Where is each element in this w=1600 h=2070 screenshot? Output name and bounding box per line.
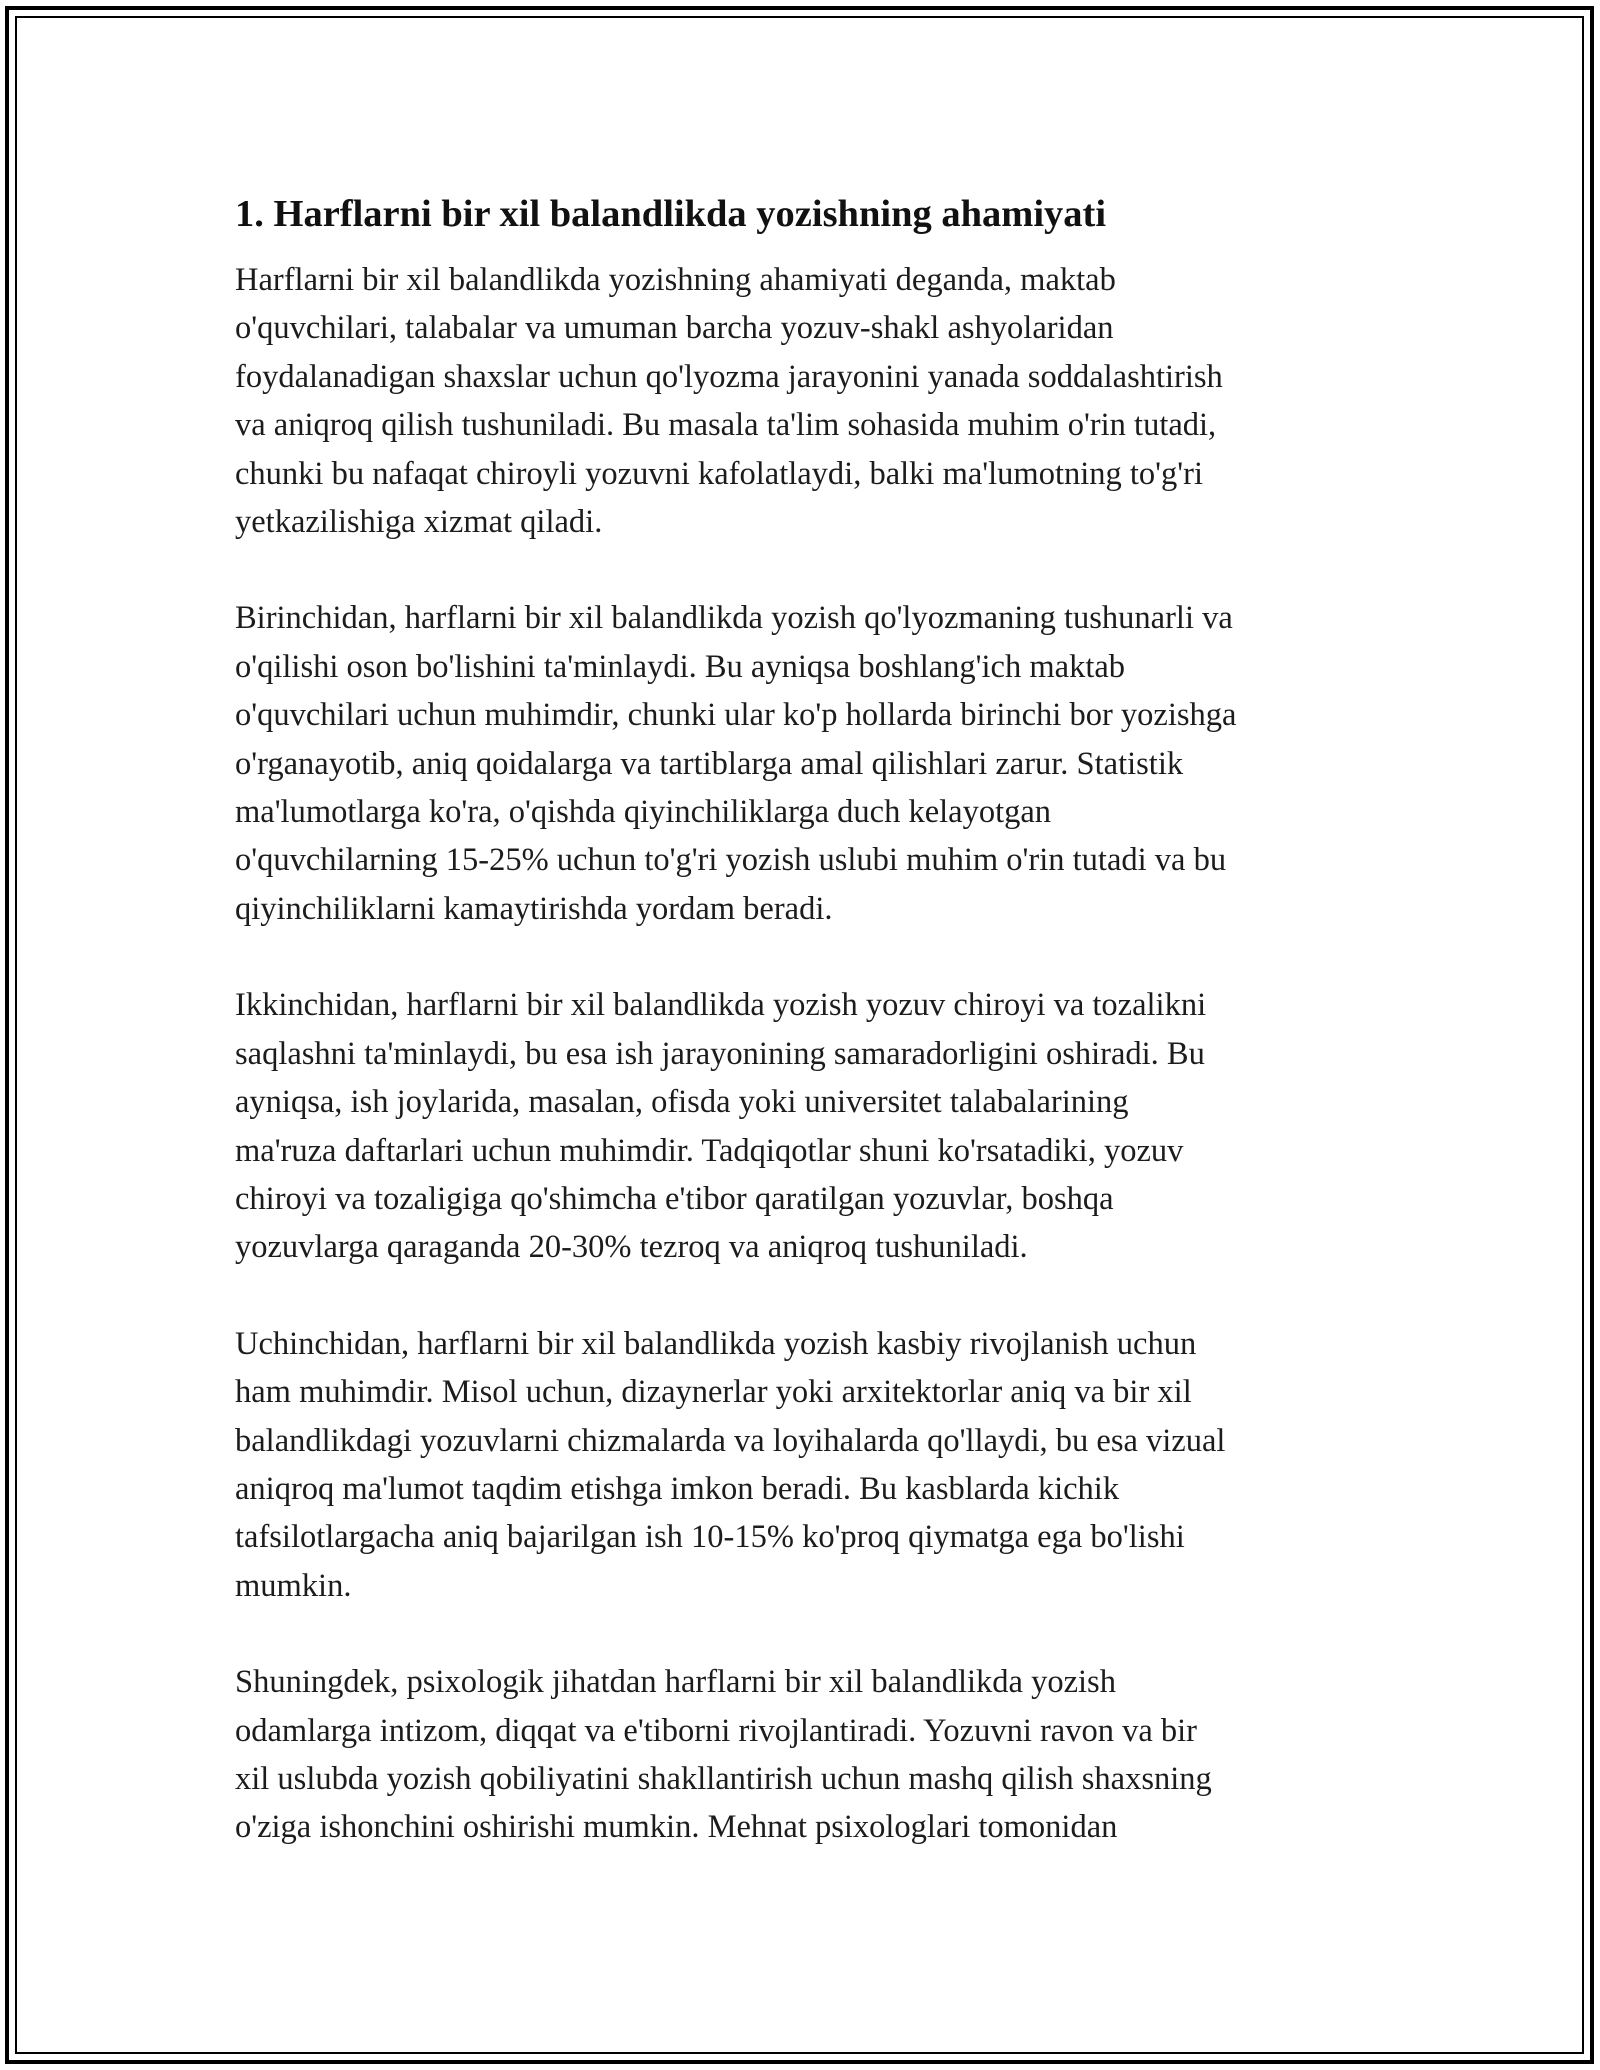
section-heading: 1. Harflarni bir xil balandlikda yozishning ahamiyati — [235, 193, 1107, 235]
paragraph-psychology: Shuningdek, psixologik jihatdan harflarni bir xil balandlikda yozish odamlarga intizom, diqqat va e'tiborni rivojlantiradi. Yozuvni ravon va bir xil uslubda yozish qobiliyatini shakllantirish uchun mashq qilish shaxsning o'ziga ishonchini oshirishi mumkin. Mehnat psixologlari tomonidan — [235, 1664, 1212, 1846]
paragraph-first-point: Birinchidan, harflarni bir xil balandlikda yozish qo'lyozmaning tushunarli va o'qilishi oson bo'lishini ta'minlaydi. Bu ayniqsa boshlang'ich maktab o'quvchilari uchun muhimdir, chunki ular ko'p hollarda birinchi bor yozishga o'rganayotib, aniq qoidalarga va tartiblarga amal qilishlari zarur. Statistik ma'lumotlarga ko'ra, o'qishda qiyinchiliklarga duch kelayotgan o'quvchilarning 15-25% uchun to'g'ri yozish uslubi muhim o'rin tutadi va bu qiyinchiliklarni kamaytirishda yordam beradi. — [235, 600, 1237, 927]
paragraph-third-point: Uchinchidan, harflarni bir xil balandlikda yozish kasbiy rivojlanish uchun ham muhimdir. Misol uchun, dizaynerlar yoki arxitektorlar aniq va bir xil balandlikdagi yozuvlarni chizmalarda va loyihalarda qo'llaydi, bu esa vizual aniqroq ma'lumot taqdim etishga imkon beradi. Bu kasblarda kichik tafsilotlargacha aniq bajarilgan ish 10-15% ko'proq qiymatga ega bo'lishi mumkin. — [235, 1325, 1226, 1604]
paragraph-second-point: Ikkinchidan, harflarni bir xil balandlikda yozish yozuv chiroyi va tozalikni saqlashni ta'minlaydi, bu esa ish jarayonining samaradorligini oshiradi. Bu ayniqsa, ish joylarida, masalan, ofisda yoki universitet talabalarining ma'ruza daftarlari uchun muhimdir. Tadqiqotlar shuni ko'rsatadiki, yozuv chiroyi va tozaligiga qo'shimcha e'tibor qaratilgan yozuvlar, boshqa yozuvlarga qaraganda 20-30% tezroq va aniqroq tushuniladi. — [235, 987, 1207, 1266]
document-body — [235, 186, 1385, 1900]
paragraph-intro: Harflarni bir xil balandlikda yozishning ahamiyati deganda, maktab o'quvchilari, talabalar va umuman barcha yozuv-shakl ashyolaridan foydalanadigan shaxslar uchun qo'lyozma jarayonini yanada soddalashtirish va aniqroq qilish tushuniladi. Bu masala ta'lim sohasida muhim o'rin tutadi, chunki bu nafaqat chiroyli yozuvni kafolatlaydi, balki ma'lumotning to'g'ri yetkazilishiga xizmat qiladi. — [235, 262, 1223, 541]
